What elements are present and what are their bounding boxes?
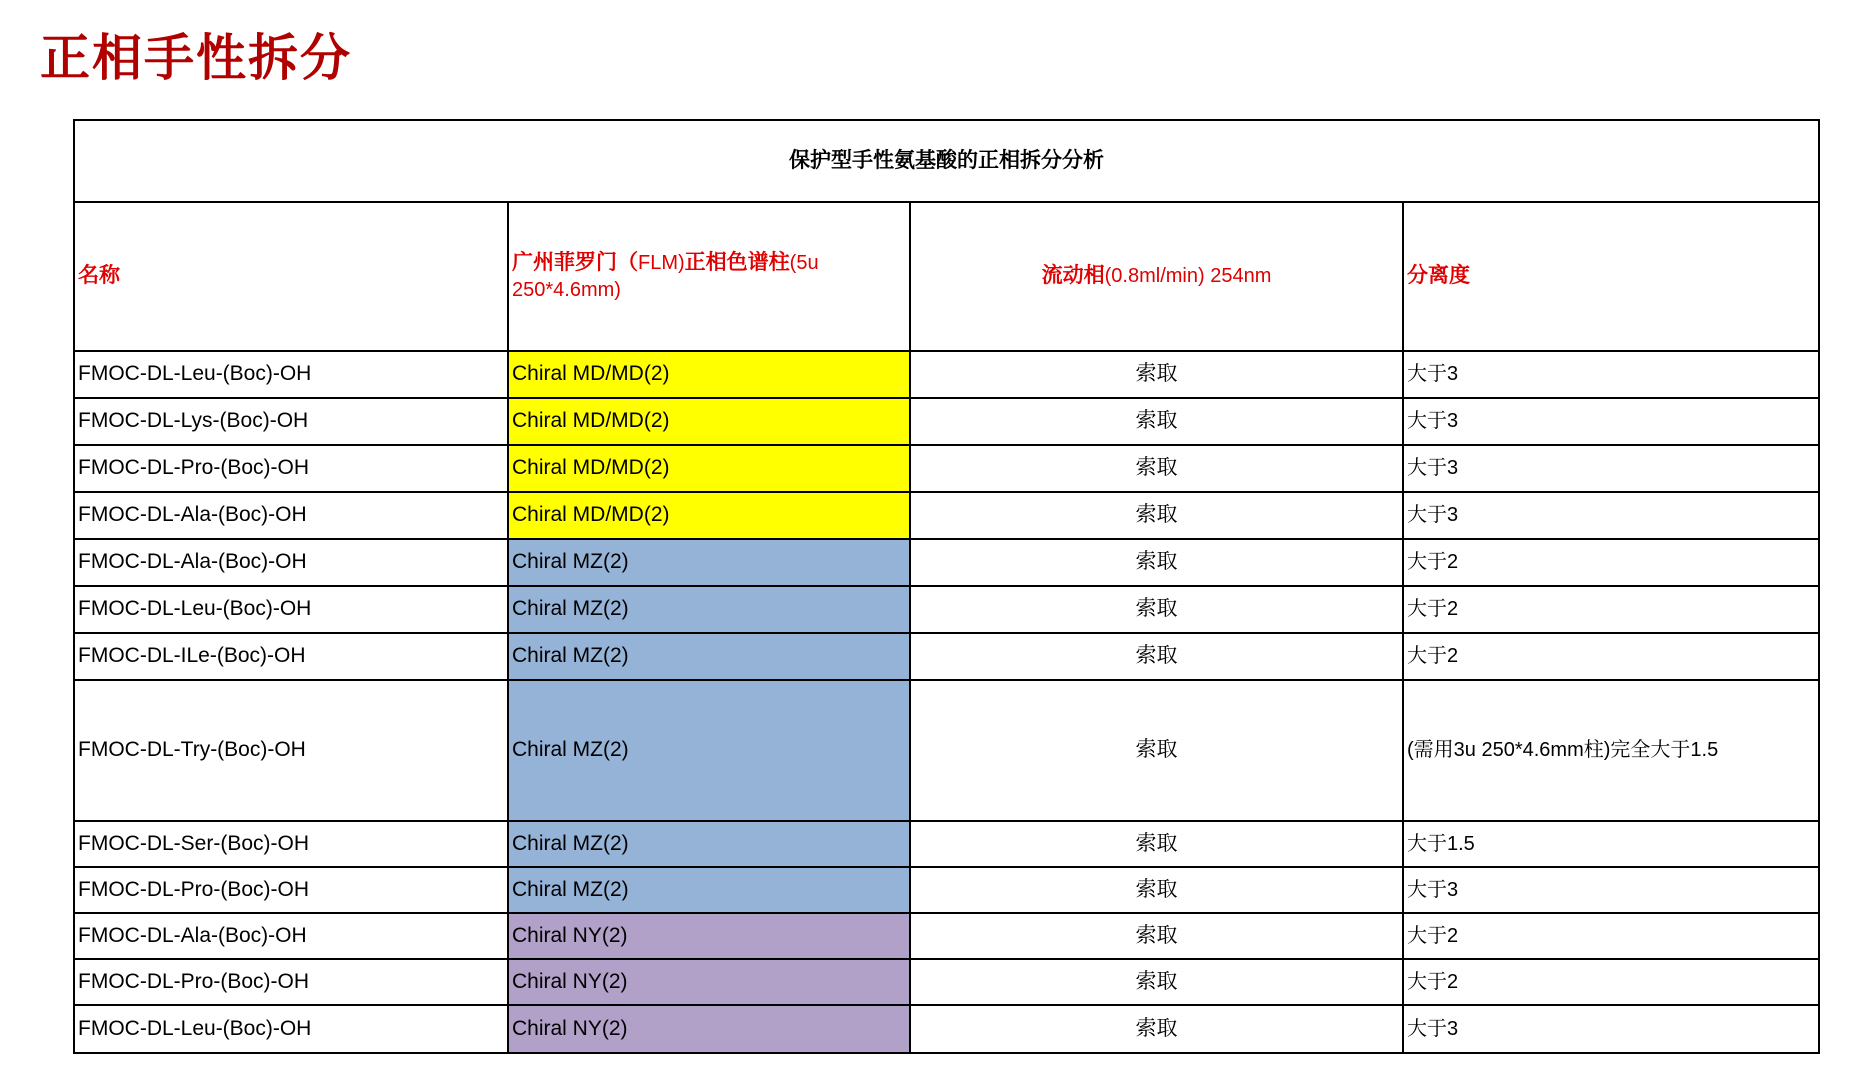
header-column xyxy=(509,203,911,350)
column-type-cell: Chiral MZ(2) xyxy=(509,634,911,679)
chiral-separation-table xyxy=(73,119,1820,1054)
header-name: 名称 xyxy=(75,203,509,350)
column-type-cell: Chiral NY(2) xyxy=(509,1006,911,1052)
compound-name-cell: FMOC-DL-Try-(Boc)-OH xyxy=(75,681,509,820)
table-row xyxy=(75,1006,1818,1052)
mobile-phase-cell: 索取 xyxy=(911,587,1404,632)
table-row xyxy=(75,540,1818,587)
table-row xyxy=(75,822,1818,868)
compound-name-cell: FMOC-DL-Ala-(Boc)-OH xyxy=(75,540,509,585)
table-row xyxy=(75,634,1818,681)
compound-name-cell: FMOC-DL-Leu-(Boc)-OH xyxy=(75,1006,509,1052)
table-row xyxy=(75,681,1818,822)
column-type-cell: Chiral MZ(2) xyxy=(509,587,911,632)
table-row xyxy=(75,399,1818,446)
compound-name-cell: FMOC-DL-Pro-(Boc)-OH xyxy=(75,960,509,1004)
column-type-cell: Chiral MD/MD(2) xyxy=(509,352,911,397)
resolution-cell: 大于3 xyxy=(1407,504,1459,526)
column-type-cell: Chiral MZ(2) xyxy=(509,540,911,585)
table-row xyxy=(75,446,1818,493)
mobile-phase-cell: 索取 xyxy=(911,399,1404,444)
compound-name-cell: FMOC-DL-Pro-(Boc)-OH xyxy=(75,446,509,491)
resolution-cell: 大于3 xyxy=(1407,363,1459,385)
mobile-phase-cell: 索取 xyxy=(911,868,1404,912)
table-row xyxy=(75,587,1818,634)
resolution-cell: 大于1.5 xyxy=(1407,832,1475,855)
column-type-cell: Chiral MD/MD(2) xyxy=(509,446,911,491)
table-row xyxy=(75,914,1818,960)
column-type-cell: Chiral NY(2) xyxy=(509,914,911,958)
header-resolution: 分离度 xyxy=(1407,264,1470,288)
compound-name-cell: FMOC-DL-Pro-(Boc)-OH xyxy=(75,868,509,912)
mobile-phase-cell: 索取 xyxy=(911,1006,1404,1052)
resolution-cell: 大于3 xyxy=(1407,410,1459,432)
page-title: 正相手性拆分 xyxy=(40,30,352,86)
compound-name-cell: FMOC-DL-Ala-(Boc)-OH xyxy=(75,493,509,538)
column-type-cell: Chiral MD/MD(2) xyxy=(509,493,911,538)
column-type-cell: Chiral MZ(2) xyxy=(509,681,911,820)
table-row xyxy=(75,868,1818,914)
resolution-cell: 大于3 xyxy=(1407,1017,1459,1040)
mobile-phase-cell: 索取 xyxy=(911,681,1404,820)
table-header-row xyxy=(75,203,1818,352)
mobile-phase-cell: 索取 xyxy=(911,493,1404,538)
column-type-cell: Chiral MZ(2) xyxy=(509,868,911,912)
compound-name-cell: FMOC-DL-Ala-(Boc)-OH xyxy=(75,914,509,958)
resolution-cell: 大于2 xyxy=(1407,551,1459,573)
header-mobile-phase-text: 流动相(0.8ml/min) 254nm xyxy=(1041,264,1272,288)
column-type-cell: Chiral MD/MD(2) xyxy=(509,399,911,444)
mobile-phase-cell: 索取 xyxy=(911,540,1404,585)
resolution-cell: 大于2 xyxy=(1407,645,1459,667)
mobile-phase-cell: 索取 xyxy=(911,822,1404,866)
mobile-phase-cell: 索取 xyxy=(911,352,1404,397)
mobile-phase-cell: 索取 xyxy=(911,914,1404,958)
compound-name-cell: FMOC-DL-Leu-(Boc)-OH xyxy=(75,587,509,632)
mobile-phase-cell: 索取 xyxy=(911,960,1404,1004)
column-type-cell: Chiral MZ(2) xyxy=(509,822,911,866)
header-column-text: 广州菲罗门（FLM)正相色谱柱(5u 250*4.6mm) xyxy=(512,251,819,301)
resolution-cell: 大于3 xyxy=(1407,457,1459,479)
compound-name-cell: FMOC-DL-ILe-(Boc)-OH xyxy=(75,634,509,679)
table-caption: 保护型手性氨基酸的正相拆分分析 xyxy=(789,148,1104,172)
table-row xyxy=(75,960,1818,1006)
compound-name-cell: FMOC-DL-Leu-(Boc)-OH xyxy=(75,352,509,397)
table-row xyxy=(75,352,1818,399)
table-row xyxy=(75,493,1818,540)
column-type-cell: Chiral NY(2) xyxy=(509,960,911,1004)
mobile-phase-cell: 索取 xyxy=(911,634,1404,679)
resolution-cell: (需用3u 250*4.6mm柱)完全大于1.5 xyxy=(1407,739,1719,761)
resolution-cell: 大于2 xyxy=(1407,598,1459,620)
resolution-cell: 大于3 xyxy=(1407,878,1459,901)
compound-name-cell: FMOC-DL-Lys-(Boc)-OH xyxy=(75,399,509,444)
resolution-cell: 大于2 xyxy=(1407,970,1459,993)
resolution-cell: 大于2 xyxy=(1407,924,1459,947)
table-caption-row xyxy=(75,121,1818,203)
compound-name-cell: FMOC-DL-Ser-(Boc)-OH xyxy=(75,822,509,866)
header-mobile-phase xyxy=(911,203,1404,350)
mobile-phase-cell: 索取 xyxy=(911,446,1404,491)
